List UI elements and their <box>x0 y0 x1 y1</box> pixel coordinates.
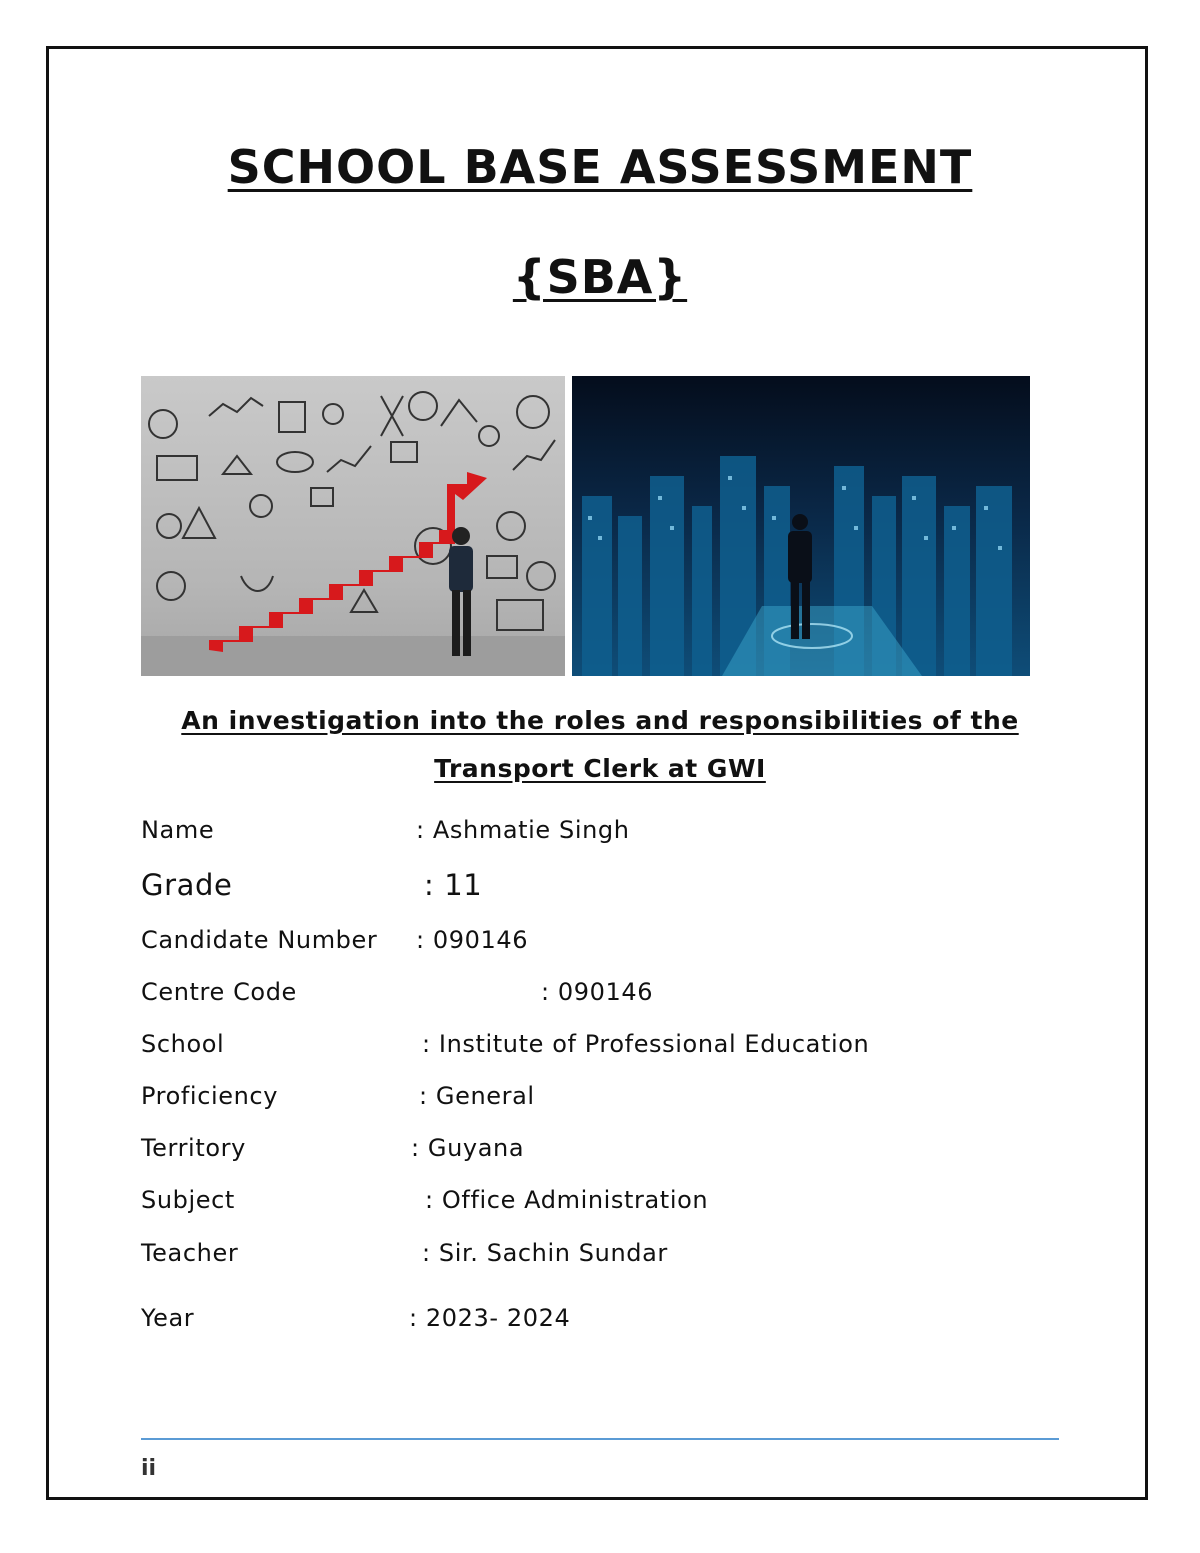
investigation-title-line2: Transport Clerk at GWI <box>434 754 766 783</box>
detail-row-year <box>141 1304 571 1332</box>
detail-label: Name <box>141 816 215 844</box>
detail-value: : Ashmatie Singh <box>416 816 630 844</box>
detail-row-teacher <box>141 1239 668 1267</box>
detail-row-candidate-number <box>141 926 529 954</box>
night-city-illustration <box>572 376 1030 676</box>
detail-value: : 11 <box>424 868 483 902</box>
detail-value: : 090146 <box>541 978 654 1006</box>
growth-stairs-illustration <box>141 376 565 676</box>
investigation-title-line1: An investigation into the roles and responsibilities of the <box>181 706 1019 735</box>
detail-label: Grade <box>141 868 233 902</box>
detail-value: : 090146 <box>416 926 529 954</box>
detail-row-subject <box>141 1186 709 1214</box>
detail-row-school <box>141 1030 870 1058</box>
detail-label: Teacher <box>141 1239 239 1267</box>
detail-label: Proficiency <box>141 1082 279 1110</box>
detail-row-name <box>141 816 630 844</box>
detail-row-centre-code <box>141 978 654 1006</box>
detail-row-territory <box>141 1134 525 1162</box>
detail-label: Subject <box>141 1186 235 1214</box>
footer-rule <box>141 1438 1059 1440</box>
detail-label: Centre Code <box>141 978 297 1006</box>
document-title: SCHOOL BASE ASSESSMENT <box>227 140 973 194</box>
detail-value: : Institute of Professional Education <box>422 1030 870 1058</box>
cover-image-night-city <box>572 376 1030 676</box>
cover-image-growth-stairs <box>141 376 565 676</box>
detail-row-grade <box>141 868 483 902</box>
detail-label: School <box>141 1030 225 1058</box>
detail-value: : Office Administration <box>425 1186 709 1214</box>
detail-label: Territory <box>141 1134 246 1162</box>
document-title-abbrev: {SBA} <box>512 250 688 304</box>
detail-label: Candidate Number <box>141 926 378 954</box>
page-number: ii <box>141 1456 157 1481</box>
detail-row-proficiency <box>141 1082 535 1110</box>
detail-value: : Guyana <box>411 1134 525 1162</box>
detail-label: Year <box>141 1304 195 1332</box>
detail-value: : Sir. Sachin Sundar <box>422 1239 668 1267</box>
detail-value: : General <box>419 1082 535 1110</box>
detail-value: : 2023- 2024 <box>409 1304 571 1332</box>
